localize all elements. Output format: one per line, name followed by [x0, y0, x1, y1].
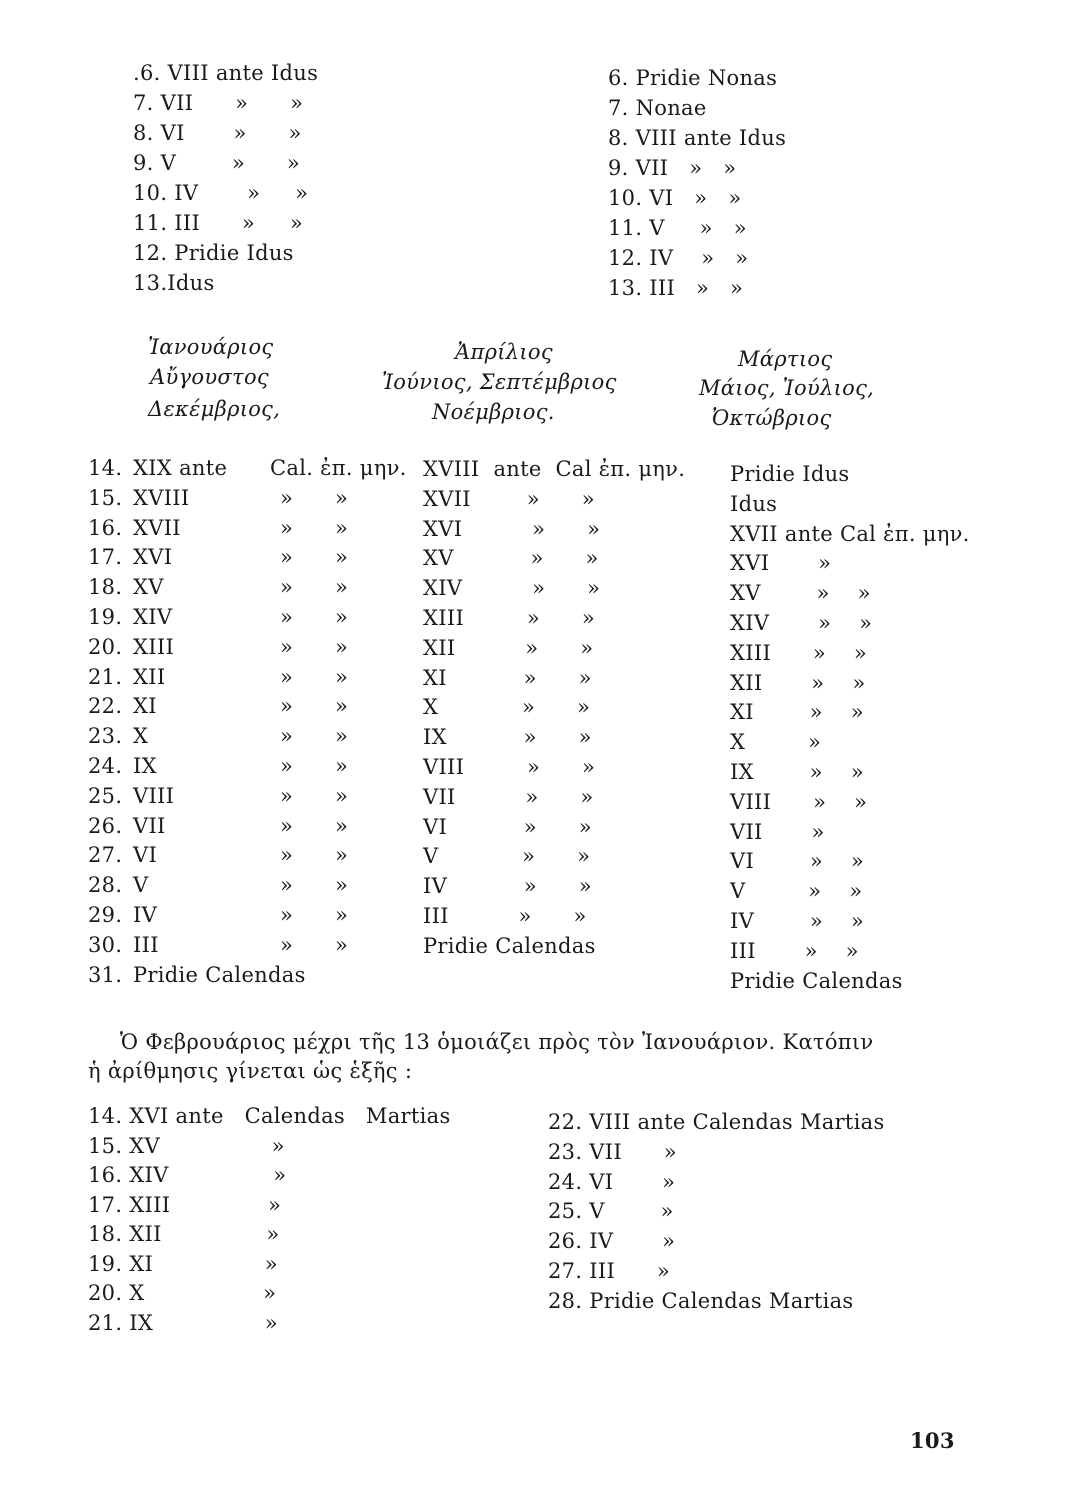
col1-suffix: » »	[280, 754, 349, 778]
col2-value: IV » »	[423, 874, 592, 899]
col1-value: XV	[133, 575, 164, 600]
col2-value: XVIII ante Cal ἐπ. μην.	[423, 457, 686, 481]
col2-value: XVI » »	[423, 516, 601, 541]
col2-value: XV » »	[423, 546, 599, 571]
col3-value: IX » »	[730, 760, 864, 784]
col1-suffix: » »	[280, 932, 349, 957]
col2-value: XII » »	[423, 635, 594, 660]
col1-suffix: » »	[280, 694, 349, 719]
top-left-line: 10. IV » »	[133, 181, 309, 205]
col1-value: XIII	[133, 634, 175, 659]
col3-value: III » »	[730, 938, 859, 963]
col1-suffix: » »	[280, 813, 349, 838]
day-number: 23.	[88, 724, 123, 749]
top-right-line: 10. VI » »	[608, 186, 742, 210]
col3-value: XI » »	[730, 700, 864, 725]
paragraph-line: Ὁ Φεβρουάριος μέχρι τῆς 13 ὁμοιάζει πρὸς τὸν Ἰανουάριον. Κατόπιν	[120, 1030, 874, 1054]
col3-value: XVII ante Cal ἐπ. μην.	[730, 521, 970, 546]
month-heading: Ἀπρίλιος	[455, 340, 553, 364]
col2-value: XIII » »	[423, 606, 595, 630]
month-heading: Ἰούνιος, Σεπτέμβριος	[382, 370, 617, 394]
febr-left-line: 18. XII »	[88, 1222, 280, 1246]
col3-value: XV » »	[730, 581, 871, 606]
day-number: 16.	[88, 515, 123, 540]
col1-value: XIV	[133, 605, 173, 629]
col2-value: V » »	[423, 844, 591, 869]
febr-right-line: 24. VI »	[548, 1169, 676, 1194]
febr-left-line: 21. IX »	[88, 1310, 278, 1335]
col1-suffix: Cal. ἐπ. μην.	[270, 456, 407, 480]
febr-right-line: 25. V »	[548, 1199, 674, 1224]
day-number: 28.	[88, 873, 123, 898]
top-left-line: 7. VII » »	[133, 91, 304, 115]
febr-right-line: 27. III »	[548, 1259, 671, 1283]
top-right-line: 11. V » »	[608, 216, 747, 240]
col2-value: Pridie Calendas	[423, 933, 596, 958]
col1-value: VIII	[133, 783, 175, 808]
col3-value: Idus	[730, 491, 778, 516]
col3-value: X »	[730, 730, 822, 755]
col2-value: XI » »	[423, 665, 592, 690]
col3-value: Pridie Calendas	[730, 968, 903, 993]
col3-value: V » »	[730, 879, 863, 904]
top-left-line: 9. V » »	[133, 151, 301, 175]
col1-value: V	[133, 873, 149, 898]
col1-value: XVI	[133, 545, 173, 570]
col1-value: IV	[133, 903, 158, 927]
febr-left-line: 17. XIII »	[88, 1192, 282, 1217]
page-number: 103	[910, 1428, 955, 1453]
day-number: 25.	[88, 783, 123, 808]
month-heading: Δεκέμβριος,	[148, 397, 281, 421]
month-heading: Αὔγουστος	[150, 365, 269, 389]
top-left-line: 8. VI » »	[133, 121, 302, 145]
col1-suffix: » »	[280, 724, 349, 749]
col2-value: VI » »	[423, 814, 592, 839]
col3-value: Pridie Idus	[730, 462, 850, 486]
col1-value: XIX ante	[133, 456, 228, 480]
febr-left-line: 16. XIV »	[88, 1163, 287, 1187]
col1-value: IX	[133, 754, 157, 778]
col3-value: XII » »	[730, 670, 866, 695]
month-heading: Μάρτιος	[738, 347, 833, 371]
col1-suffix: » »	[280, 903, 349, 927]
col1-value: VI	[133, 843, 158, 868]
col1-suffix: » »	[280, 515, 349, 540]
col1-value: X	[133, 724, 149, 749]
febr-right-line: 23. VII »	[548, 1139, 677, 1164]
col2-value: XIV » »	[423, 576, 601, 601]
col2-value: X » »	[423, 695, 591, 720]
col1-suffix: » »	[280, 575, 349, 600]
day-number: 27.	[88, 843, 123, 868]
febr-left-line: 20. X »	[88, 1281, 277, 1305]
month-heading: Ὀκτώβριος	[712, 406, 832, 430]
col2-value: III » »	[423, 904, 587, 928]
top-left-line: .6. VIII ante Idus	[133, 61, 319, 85]
col3-value: XIV » »	[730, 611, 873, 635]
col1-suffix: » »	[280, 783, 349, 808]
col3-value: XVI »	[730, 551, 832, 576]
col3-value: VIII » »	[730, 789, 868, 814]
febr-right-line: 26. IV »	[548, 1229, 676, 1254]
day-number: 21.	[88, 664, 123, 689]
febr-right-line: 22. VIII ante Calendas Martias	[548, 1110, 885, 1134]
col1-value: III	[133, 932, 159, 957]
day-number: 22.	[88, 694, 123, 719]
col2-value: XVII » »	[423, 486, 595, 511]
day-number: 18.	[88, 575, 123, 600]
day-number: 14.	[88, 456, 123, 480]
top-right-line: 7. Nonae	[608, 96, 707, 120]
febr-left-line: 15. XV »	[88, 1133, 285, 1158]
month-heading: Μάιος, Ἰούλιος,	[699, 376, 875, 400]
day-number: 26.	[88, 813, 123, 838]
col1-suffix: » »	[280, 634, 349, 659]
day-number: 17.	[88, 545, 123, 570]
col1-value: XVIII	[133, 485, 190, 510]
top-right-line: 6. Pridie Nonas	[608, 66, 778, 90]
top-right-line: 13. III » »	[608, 276, 744, 300]
month-heading: Ἰανουάριος	[148, 335, 274, 359]
day-number: 31.	[88, 962, 123, 987]
top-right-line: 8. VIII ante Idus	[608, 126, 787, 150]
col1-value: XII	[133, 664, 166, 689]
febr-left-line: 14. XVI ante Calendas Martias	[88, 1104, 451, 1128]
day-number: 30.	[88, 932, 123, 957]
col3-value: IV » »	[730, 909, 865, 933]
top-left-line: 12. Pridie Idus	[133, 241, 294, 265]
day-number: 29.	[88, 903, 123, 927]
febr-left-line: 19. XI »	[88, 1251, 278, 1276]
top-left-line: 11. III » »	[133, 211, 304, 235]
top-right-line: 12. IV » »	[608, 246, 749, 270]
top-right-line: 9. VII » »	[608, 156, 737, 180]
top-left-line: 13.Idus	[133, 271, 215, 295]
col1-value: VII	[133, 813, 166, 838]
col2-value: IX » »	[423, 725, 592, 750]
col1-suffix: » »	[280, 873, 349, 898]
col3-value: VI » »	[730, 849, 865, 874]
paragraph-line: ἡ ἀρίθμησις γίνεται ὡς ἑξῆς :	[88, 1059, 413, 1083]
month-heading: Νοέμβριος.	[432, 400, 555, 424]
febr-right-line: 28. Pridie Calendas Martias	[548, 1288, 854, 1313]
day-number: 20.	[88, 634, 123, 659]
col2-value: VIII » »	[423, 755, 596, 779]
col3-value: VII »	[730, 819, 825, 844]
day-number: 15.	[88, 485, 123, 510]
day-number: 19.	[88, 605, 123, 629]
col1-suffix: » »	[280, 664, 349, 689]
col1-value: XI	[133, 694, 157, 719]
col1-value: XVII	[133, 515, 181, 540]
col1-value: Pridie Calendas	[133, 962, 306, 987]
col2-value: VII » »	[423, 784, 594, 809]
day-number: 24.	[88, 754, 123, 778]
col3-value: XIII » »	[730, 640, 868, 665]
col1-suffix: » »	[280, 545, 349, 570]
col1-suffix: » »	[280, 485, 349, 510]
col1-suffix: » »	[280, 605, 349, 629]
col1-suffix: » »	[280, 843, 349, 868]
